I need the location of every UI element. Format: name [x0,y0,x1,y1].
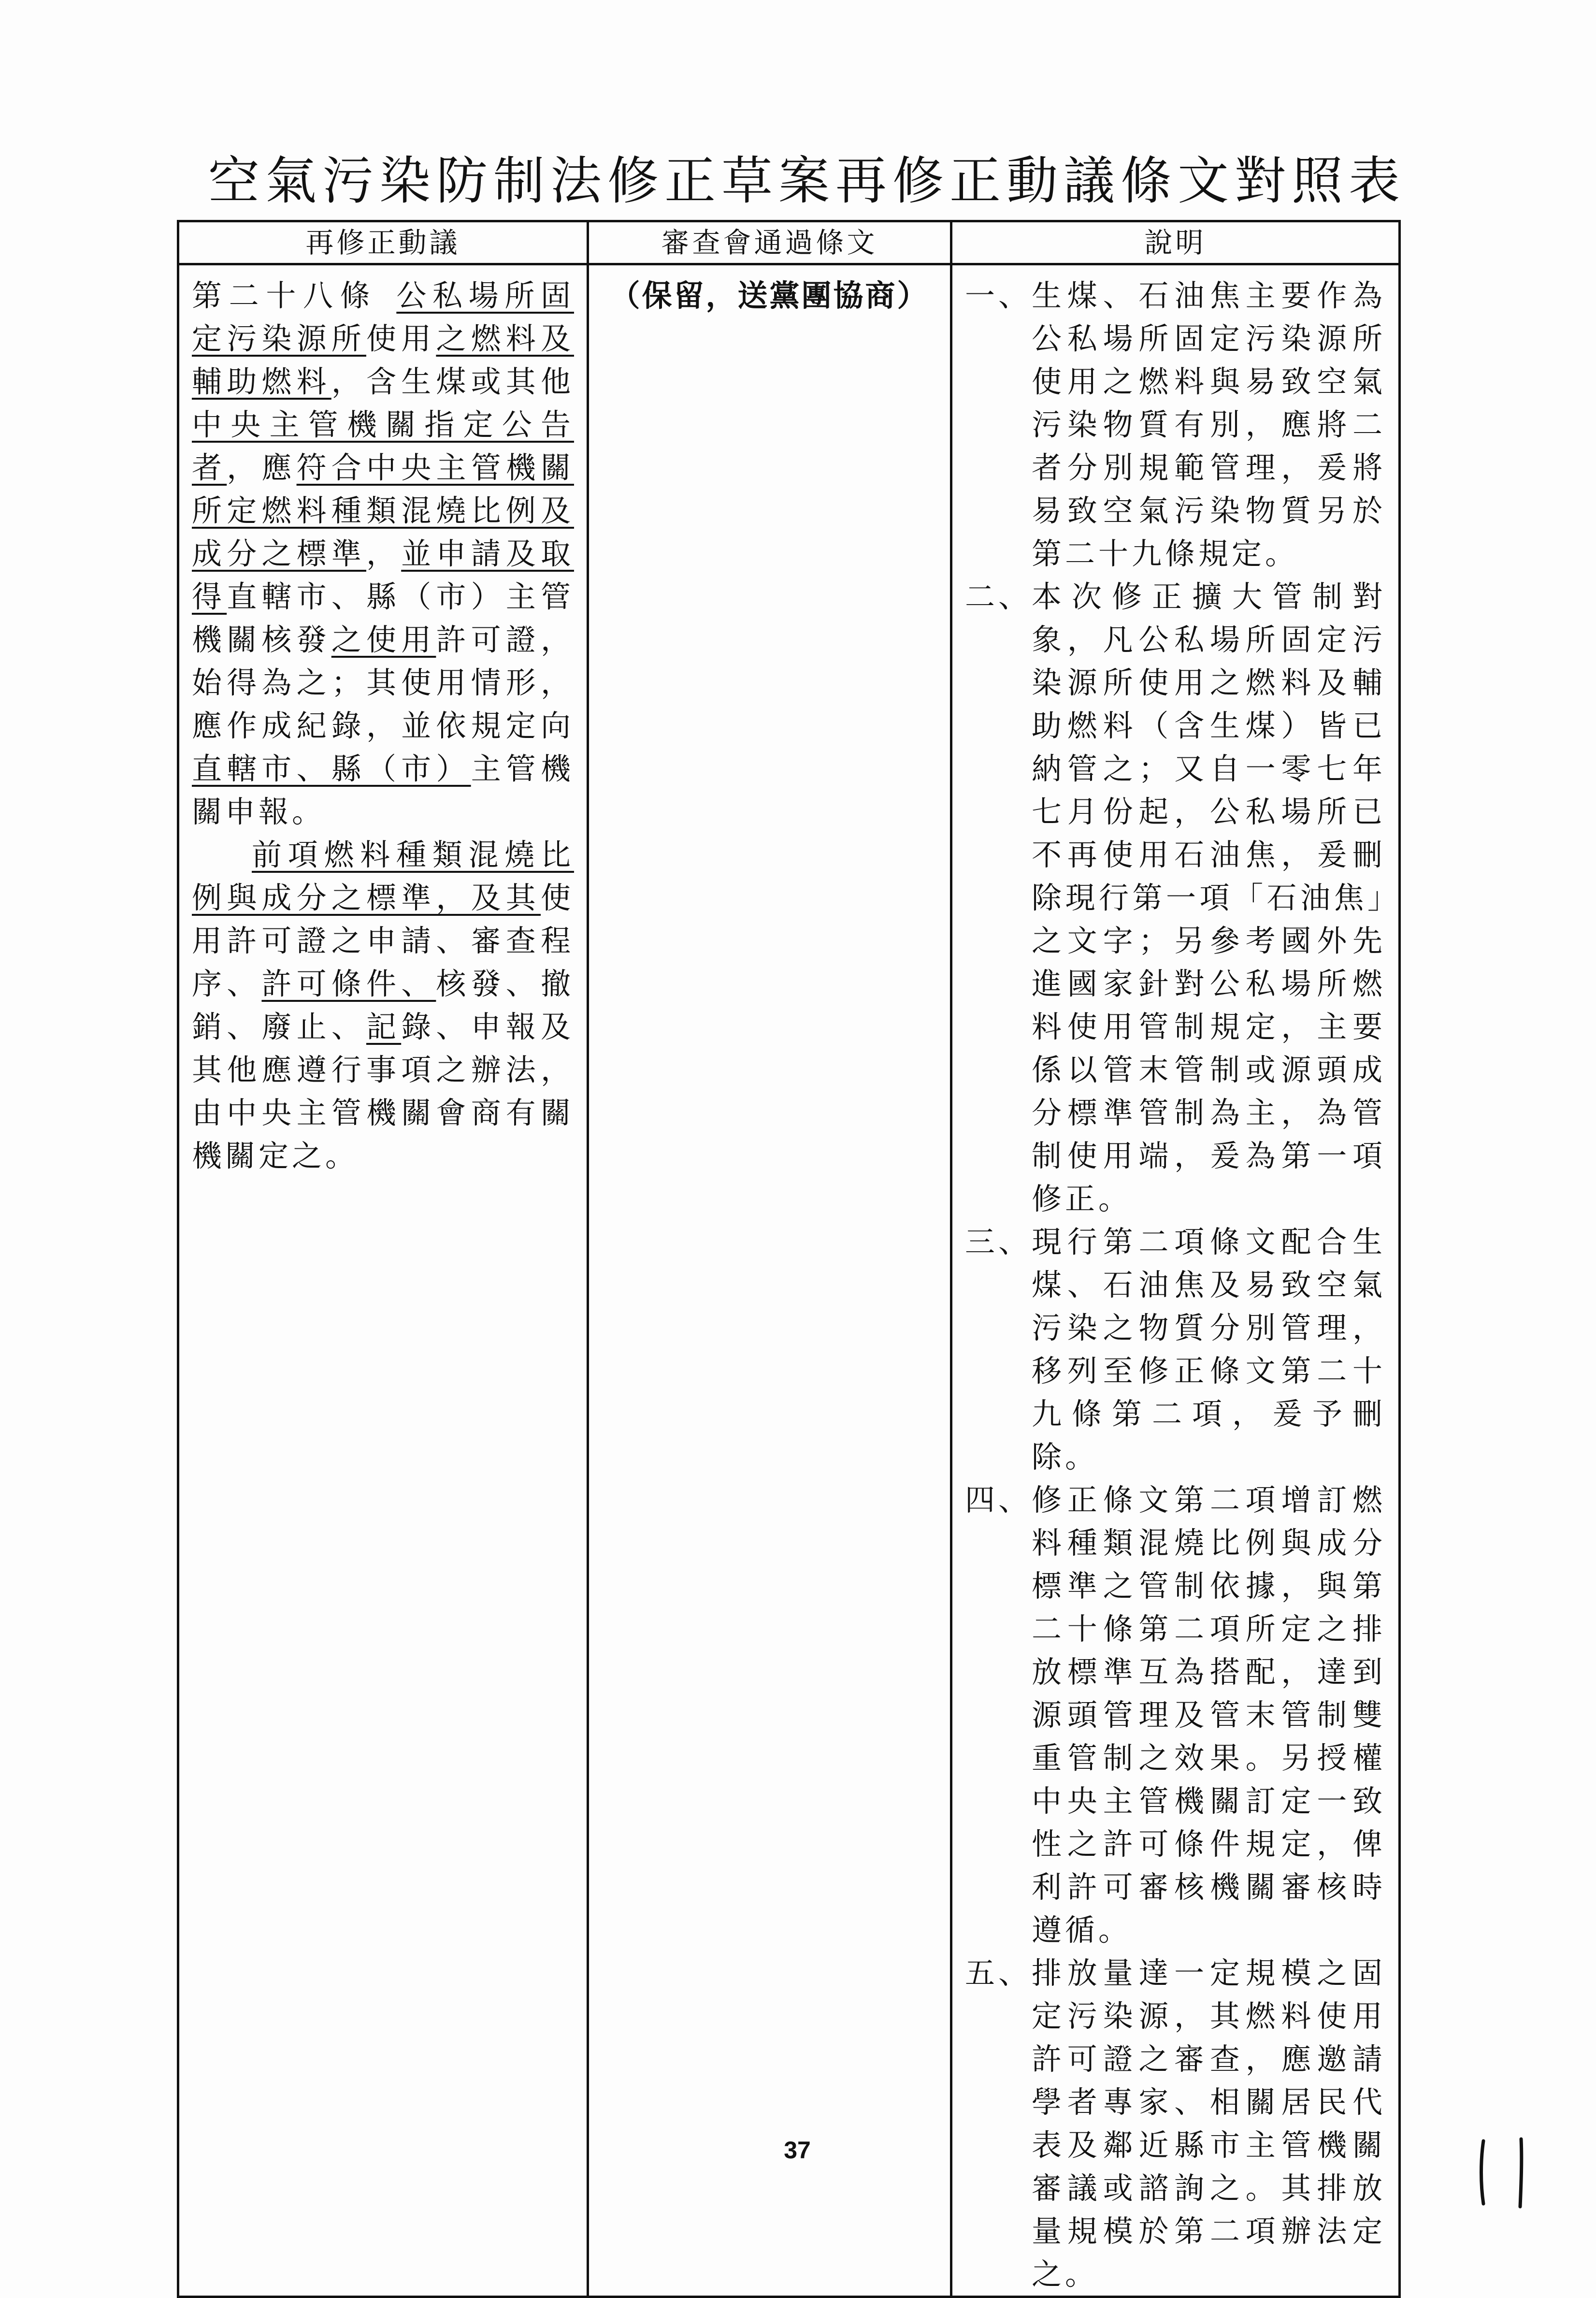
article-number: 第二十八條 [192,278,377,313]
note-number: 二、 [965,579,1032,614]
motion-para2-part: 記 [366,1009,402,1044]
note-text: 生煤、石油焦主要作為公私場所固定污染源所使用之燃料與易致空氣污染物質有別，應將二者分別規範管理，爰將易致空氣污染物質另於第二十九條規定。 [1032,278,1386,571]
motion-para1-part: 並申請及取得 [192,536,574,614]
note-number: 一、 [965,278,1032,313]
note-text: 本次修正擴大管制對象，凡公私場所固定污染源所使用之燃料及輔助燃料（含生煤）皆已納管之；又自一零七年七月份起，公私場所已不再使用石油焦，爰刪除現行第一項「石油焦」之文字；另參考國外先進國家針對公私場所燃料使用管制規定，主要係以管末管制或源頭成分標準管制為主，為管制使用端，爰為第一項修正。 [1032,579,1386,1216]
handwritten-mark [1464,2136,1541,2209]
motion-para1-part: 直轄市、縣（市）主管機關核發 [192,579,574,657]
note-text: 現行第二項條文配合生煤、石油焦及易致空氣污染之物質分別管理，移列至修正條文第二十九條第二項，爰予刪除。 [1032,1224,1386,1474]
note-text: 排放量達一定規模之固定污染源，其燃料使用許可證之審查，應邀請學者專家、相關居民代表及鄰近縣市主管機關審議或諮詢之。其排放量規模於第二項辦法定之。 [1032,1955,1386,2292]
motion-para1-part: 之燃料及輔助燃料 [192,321,574,399]
motion-para2-part: 錄、申報及其他應遵行事項之辦法，由中央主管機關會商有關機關定之。 [192,1009,574,1173]
note-item-5 [965,1951,1386,2296]
comparison-table [177,220,1401,2298]
header-committee: 審查會通過條文 [588,221,951,264]
motion-para2-part: 前項燃料種類混燒比例與成分之標準，及其 [192,837,574,915]
header-motion: 再修正動議 [178,221,588,264]
note-text: 修正條文第二項增訂燃料種類混燒比例與成分標準之管制依據，與第二十條第二項所定之排放標準互為搭配，達到源頭管理及管末管制雙重管制之效果。另授權中央主管機關訂定一致性之許可條件規定，俾利許可審核機關審核時遵循。 [1032,1482,1386,1948]
motion-paragraph-2 [192,833,574,1177]
table-row [178,264,1400,2297]
motion-para1-part: 直轄市、縣（市） [192,751,471,786]
motion-cell [178,264,588,2297]
page-number: 37 [784,2137,811,2164]
motion-para1-part: 使用 [366,321,436,356]
explanation-cell [951,264,1400,2297]
note-number: 三、 [965,1224,1032,1259]
committee-reserved-text: （保留，送黨團協商） [610,278,929,313]
motion-paragraph-1 [192,274,574,833]
motion-para1-part: 中央主管機關指定公告者 [192,407,574,485]
motion-para1-part: 公私場所固定污染源所 [192,278,574,356]
motion-para1-part: 主管機關申報。 [192,751,574,829]
table-header-row [178,221,1400,264]
motion-para2-part: 核發、撤銷、廢止、 [192,966,574,1044]
document-title: 空氣污染防制法修正草案再修正動議條文對照表 [208,151,1406,211]
motion-para2-part: 使用許可證之申請、審查程序、 [192,880,574,1001]
motion-para2-part: 許可條件、 [261,966,436,1001]
note-number: 四、 [965,1482,1032,1518]
note-number: 五、 [965,1955,1032,1991]
motion-para1-part: ， [366,536,402,571]
motion-para1-part: 許可證，始得為之；其使用情形，應作成紀錄，並依規定向 [192,622,574,743]
header-explanation: 說明 [951,221,1400,264]
motion-para1-part: 符合中央主管機關所定燃料種類混燒比例及成分之標準 [192,450,574,571]
motion-para1-part: 之使用 [331,622,436,657]
note-item-1 [965,274,1386,575]
committee-cell [588,264,951,2297]
motion-para1-part: ，含生煤或其他 [331,364,574,399]
note-item-2 [965,575,1386,1220]
motion-para1-part: ，應 [227,450,297,485]
note-item-4 [965,1478,1386,1951]
note-item-3 [965,1220,1386,1478]
